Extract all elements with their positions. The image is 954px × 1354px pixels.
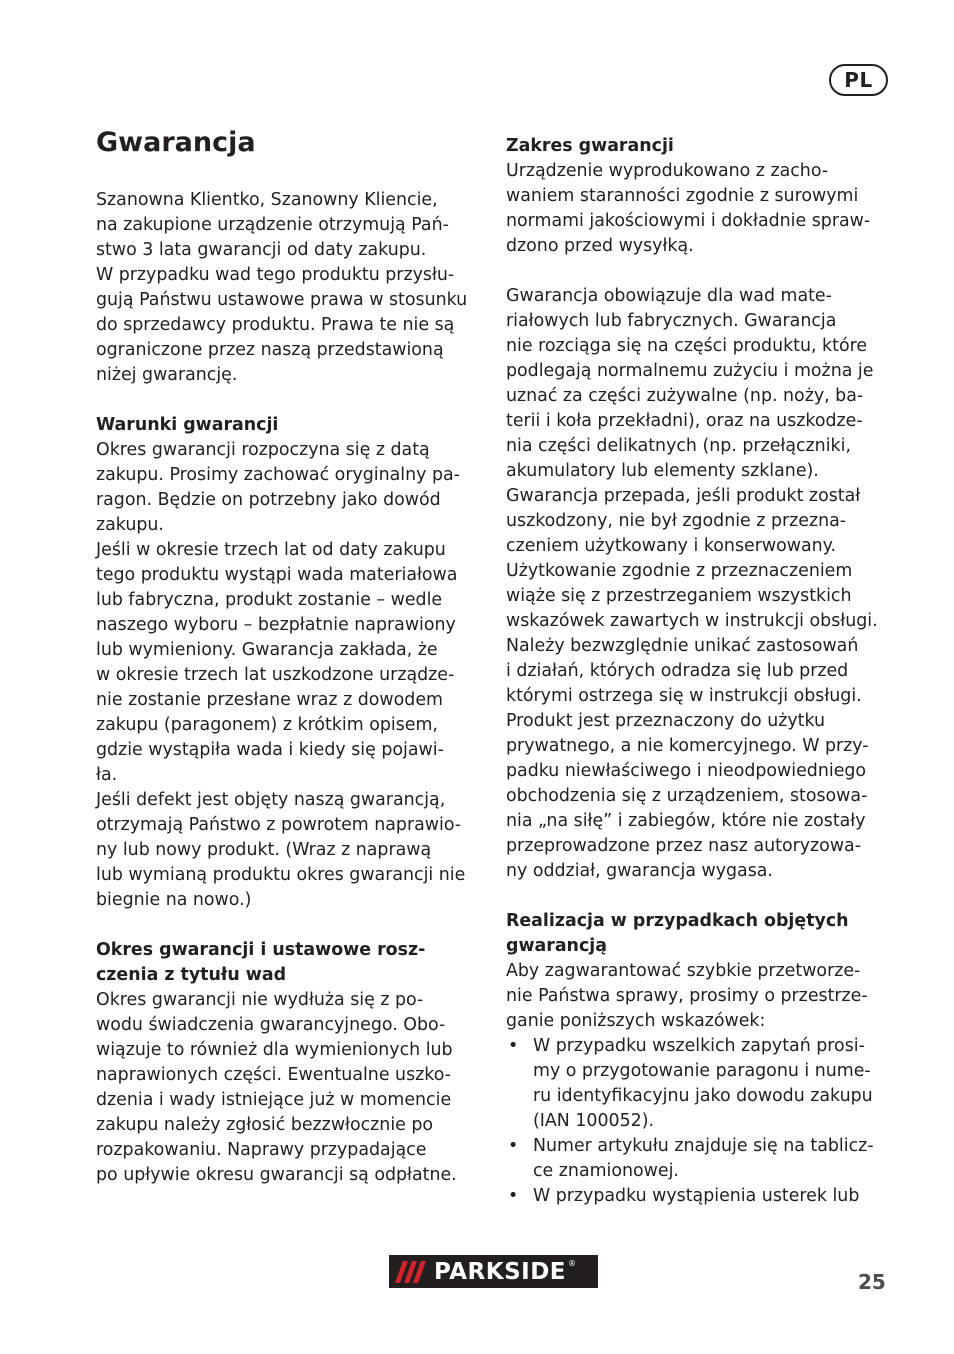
instructions-list — [506, 1034, 890, 1209]
logo-stripes-icon — [399, 1261, 426, 1283]
bullet-icon: • — [508, 1036, 519, 1056]
warranty-conditions-text: Okres gwarancji rozpoczyna się z datą zakupu. Prosimy zachować oryginalny pa- ragon. Będzie on potrzebny jako dowód zakupu. Jeśli w okresie trzech lat od daty zakupu tego produktu wystąpi wada materiałowa lub fabryczna, produkt zostanie – wedle naszego wyboru – bezpłatnie naprawiony lub wymieniony. Gwarancja zakłada, że w okresie trzech lat uszkodzone urządze- nie zostanie przesłane wraz z dowodem zakupu (paragonem) z krótkim opisem, gdzie wystąpiła wada i kiedy się pojawi- ła. Jeśli defekt jest objęty naszą gwarancją, otrzymają Państwo z powrotem naprawio- ny lub nowy produkt. (Wraz z naprawą lub wymianą produktu okres gwarancji nie biegnie na nowo.) — [96, 440, 466, 910]
warranty-period-text: Okres gwarancji nie wydłuża się z po- wodu świadczenia gwarancyjnego. Obo- wiązuje to również dla wymienionych lub naprawionych części. Ewentualne uszko- dzenia i wady istniejące już w momencie zakupu należy zgłosić bezzwłocznie po rozpakowaniu. Naprawy przypadające po upływie okresu gwarancji są odpłatne. — [96, 990, 457, 1185]
left-column — [96, 126, 480, 1188]
parkside-logo — [389, 1255, 598, 1288]
list-item — [506, 1134, 890, 1184]
section-heading-warranty-claims: Realizacja w przypadkach objętych gwarancją — [506, 911, 849, 956]
registered-mark: ® — [568, 1259, 577, 1268]
list-item-text: W przypadku wystąpienia usterek lub — [533, 1186, 860, 1206]
warranty-coverage-text: Gwarancja obowiązuje dla wad mate- riałowych lub fabrycznych. Gwarancja nie rozciąga się na części produktu, które podlegają normalnemu zużyciu i można je uznać za części zużywalne (np. noży, ba- terii i koła przekładni), oraz na uszkodze- nia części delikatnych (np. przełączniki, akumulatory lub elementy szklane). Gwarancja przepada, jeśli produkt został uszkodzony, nie był zgodnie z przezna- czeniem użytkowany i konserwowany. Użytkowanie zgodnie z przeznaczeniem wiąże się z przestrzeganiem wszystkich wskazówek zawartych w instrukcji obsługi. Należy bezwzględnie unikać zastosowań i działań, których odradza się lub przed którymi ostrzega się w instrukcji obsługi. Produkt jest przeznaczony do użytku prywatnego, a nie komercyjnego. W przy- padku niewłaściwego i nieodpowiedniego obchodzenia się z urządzeniem, stosowa- nia „na siłę” i zabiegów, które nie zostały przeprowadzone przez nasz autoryzowa- ny oddział, gwarancja wygasa. — [506, 286, 878, 881]
warranty-claims-text: Aby zagwarantować szybkie przetworze- nie Państwa sprawy, prosimy o przestrze- ganie poniższych wskazówek: — [506, 961, 868, 1031]
list-item — [506, 1034, 890, 1134]
right-column — [506, 134, 890, 1209]
logo-text: PARKSIDE — [434, 1258, 567, 1285]
bullet-icon: • — [508, 1136, 519, 1156]
warranty-scope-text: Urządzenie wyprodukowano z zacho- waniem staranności zgodnie z surowymi normami jakościowymi i dokładnie spraw- dzono przed wysyłką. — [506, 161, 871, 256]
list-item-text: Numer artykułu znajduje się na tablicz- ce znamionowej. — [533, 1136, 874, 1181]
intro-paragraph: Szanowna Klientko, Szanowny Kliencie, na zakupione urządzenie otrzymują Pań- stwo 3 lata gwarancji od daty zakupu. W przypadku wad tego produktu przysłu- gują Państwu ustawowe prawa w stosunku do sprzedawcy produktu. Prawa te nie są ograniczone przez naszą przedstawioną niżej gwarancję. — [96, 190, 468, 385]
bullet-icon: • — [508, 1186, 519, 1206]
page-number: 25 — [858, 1270, 886, 1294]
section-heading-warranty-scope: Zakres gwarancji — [506, 136, 674, 156]
page-title: Gwarancja — [96, 127, 256, 158]
section-heading-warranty-period: Okres gwarancji i ustawowe rosz- czenia z tytułu wad — [96, 940, 426, 985]
list-item-text: W przypadku wszelkich zapytań prosi- my o przygotowanie paragonu i nume- ru identyfikacyjnu jako dowodu zakupu (IAN 100052). — [533, 1036, 873, 1131]
language-badge: PL — [829, 64, 888, 96]
section-heading-warranty-conditions: Warunki gwarancji — [96, 415, 279, 435]
list-item — [506, 1184, 890, 1209]
